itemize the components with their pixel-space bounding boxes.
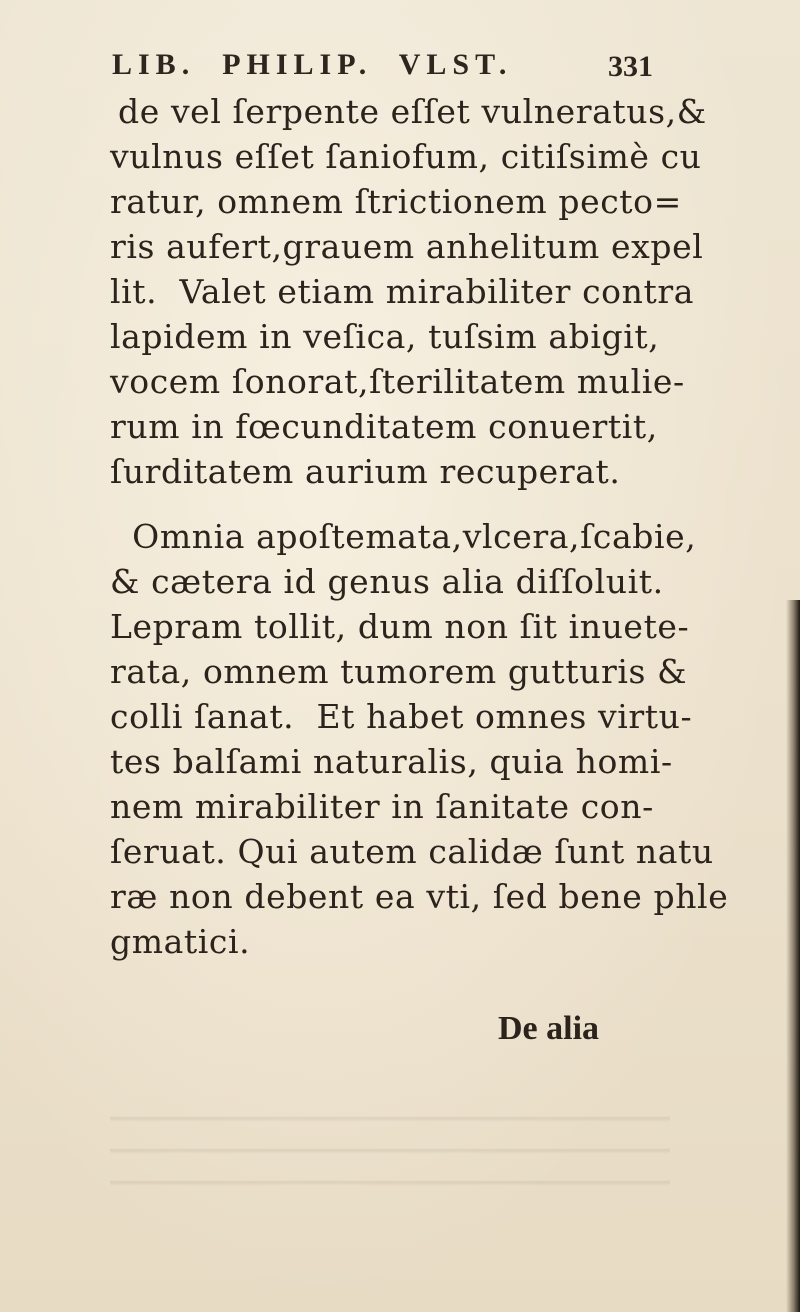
text-line: ſurditatem aurium recuperat. xyxy=(110,452,621,491)
catchword: De alia xyxy=(498,1010,600,1047)
text-line: ratur, omnem ſtrictionem pecto= xyxy=(110,182,682,221)
running-head-title: LIB. PHILIP. VLST. xyxy=(112,48,513,81)
text-line: vocem ſonorat,ſterilitatem mulie- xyxy=(110,362,685,401)
text-line: gmatici. xyxy=(110,922,251,961)
text-line: ris aufert,grauem anhelitum expel xyxy=(110,227,704,266)
text-line: rata, omnem tumorem gutturis & xyxy=(110,652,688,691)
text-line: tes balſami naturalis, quia homi- xyxy=(110,742,673,781)
text-line: lit. Valet etiam mirabiliter contra xyxy=(110,272,695,311)
text-line: lapidem in veſica, tuſsim abigit, xyxy=(110,317,660,356)
page-edge-shadow xyxy=(786,600,800,1312)
text-line: ræ non debent ea vti, ſed bene phle xyxy=(110,877,729,916)
text-line: rum in fœcunditatem conuertit, xyxy=(110,407,658,446)
text-line: de vel ſerpente eſſet vulneratus,& xyxy=(118,92,707,131)
text-line: Lepram tollit, dum non ſit inuete- xyxy=(110,607,690,646)
text-line: & cætera id genus alia diſſoluit. xyxy=(110,562,664,601)
text-line: nem mirabiliter in ſanitate con- xyxy=(110,787,654,826)
text-line: vulnus eſſet ſaniofum, citiſsimè cu xyxy=(110,137,702,176)
show-through-texture xyxy=(110,1090,670,1200)
text-line: Omnia apoſtemata,vlcera,ſcabie, xyxy=(110,517,697,556)
page-number: 331 xyxy=(608,50,653,83)
text-line: colli ſanat. Et habet omnes virtu- xyxy=(110,697,693,736)
text-line: ſeruat. Qui autem calidæ ſunt natu xyxy=(110,832,714,871)
